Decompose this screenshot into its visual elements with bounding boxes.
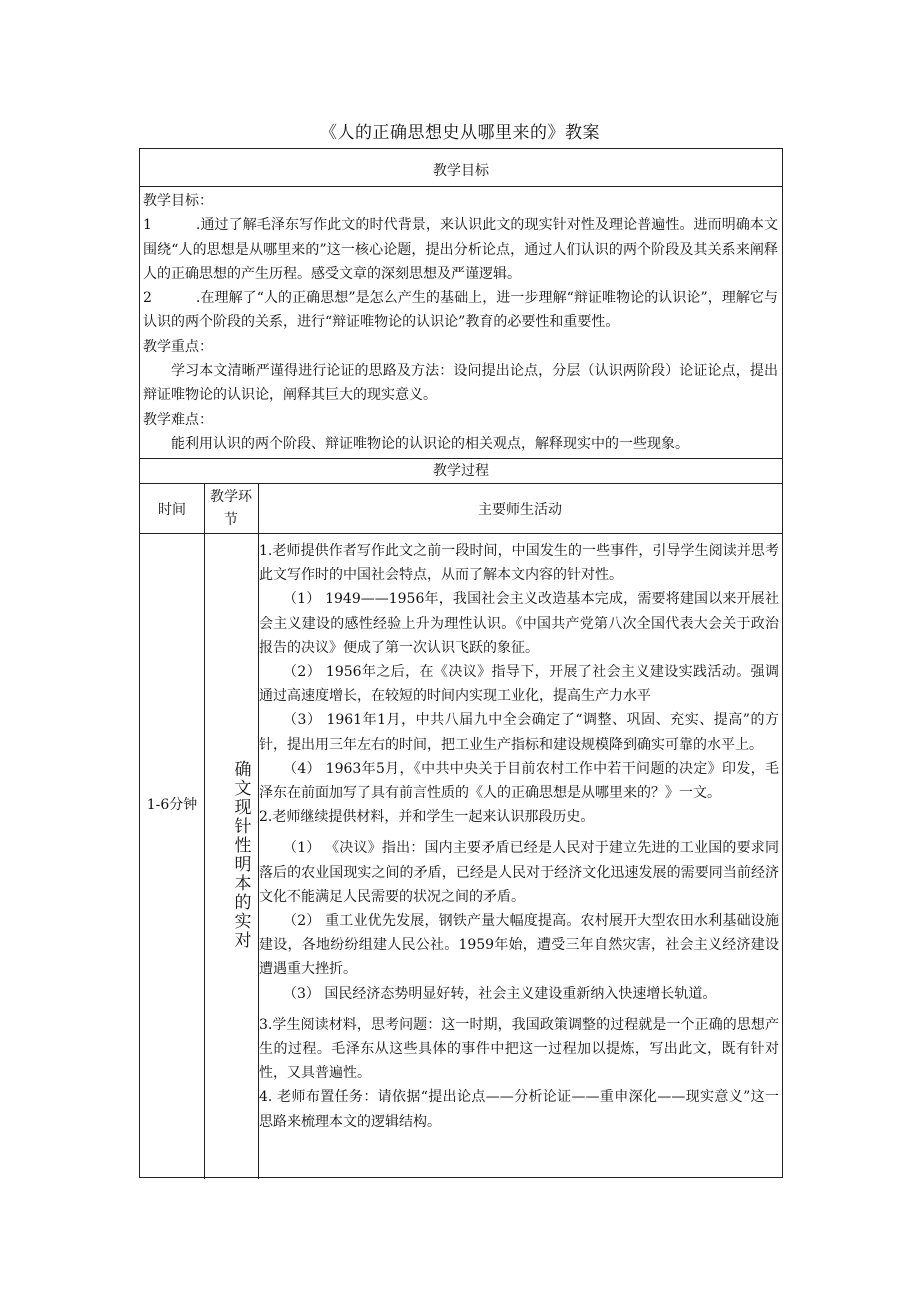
activity-item: 2.老师继续提供材料，并和学生一起来认识那段历史。 (259, 809, 595, 826)
process-section-header: 教学过程 (433, 463, 489, 479)
goal-1-number: 1 (143, 217, 152, 234)
column-header-time: 时间 (158, 502, 186, 518)
goals-label: 教学目标： (143, 193, 213, 209)
time-cell: 1-6分钟 (146, 797, 198, 813)
activity-item: 3.学生阅读材料，思考问题：这一时期，我国政策调整的过程就是一个正确的思想产生的过程。毛泽东从这些具体的事件中把这一过程加以提炼，写出此文，既有针对性，又具普遍性。 (259, 1016, 779, 1082)
activity-cell (259, 539, 779, 1179)
divider (140, 458, 782, 459)
column-header-activity: 主要师生活动 (478, 502, 562, 518)
goals-block (143, 189, 778, 456)
column-divider (204, 483, 205, 1179)
key-points-label: 教学重点： (143, 338, 213, 355)
activity-item: 4. 老师布置任务：请依据“提出论点——分析论证——重申深化——现实意义”这一思路来梳理本文的逻辑结构。 (259, 1089, 779, 1130)
difficulty-text: 能利用认识的两个阶段、辩证唯物论的认识论的相关观点，解释现实中的一些现象。 (171, 435, 689, 452)
document-title: 《人的正确思想史从哪里来的》教案 (320, 123, 600, 143)
divider (140, 186, 782, 187)
key-points-text: 学习本文清晰严谨得进行论证的思路及方法：设问提出论点，分层（认识两阶段）论证论点，提出辩证唯物论的认识论，阐释其巨大的现实意义。 (143, 363, 778, 404)
goal-2-number: 2 (143, 290, 152, 307)
lesson-plan-table (139, 148, 783, 1178)
goal-1 (143, 213, 778, 286)
difficulty-label: 教学难点： (143, 411, 213, 428)
activity-item: （2） 重工业优先发展，钢铁产量大幅度提高。农村展开大型农田水利基础设施建设，各地纷纷组建人民公社。1959年始，遭受三年自然灾害，社会主义经济建设遭遇重大挫折。 (259, 913, 779, 978)
goal-2-text: .在理解了“人的正确思想”是怎么产生的基础上，进一步理解“辩证唯物论的认识论”，理解它与认识的两个阶段的关系，进行“辩证唯物论的认识论”教育的必要性和重要性。 (143, 290, 778, 331)
goal-2 (143, 286, 778, 335)
goal-1-text: .通过了解毛泽东写作此文的时代背景，来认识此文的现实针对性及理论普遍性。进而明确本文围绕“人的思想是从哪里来的”这一核心论题，提出分析论点，通过人们认识的两个阶段及其关系来阐释人的正确思想的产生历程。感受文章的深刻思想及严谨逻辑。 (143, 217, 778, 282)
divider (140, 533, 782, 534)
activity-item: （1） 1949——1956年，我国社会主义改造基本完成，需要将建国以来开展社会主义建设的感性经验上升为理性认识。《中国共产党第八次全国代表大会关于政治报告的决议》便成了第一次认识飞跃的象征。 (259, 591, 779, 656)
activity-item: （3） 1961年1月，中共八届九中全会确定了“调整、巩固、充实、提高”的方针，提出用三年左右的时间，把工业生产指标和建设规模降到确实可靠的水平上。 (259, 712, 779, 753)
stage-cell: 确文现针性明本的实对 (234, 760, 252, 951)
activity-item: 1.老师提供作者写作此文之前一段时间，中国发生的一些事件，引导学生阅读并思考此文写作时的中国社会特点，从而了解本文内容的针对性。 (259, 543, 779, 584)
activity-item: （4） 1963年5月，《中共中央关于目前农村工作中若干问题的决定》印发，毛泽东在前面加写了具有前言性质的《人的正确思想是从哪里来的？》一文。 (259, 760, 779, 802)
column-header-stage: 教学环节 (210, 489, 252, 528)
divider (140, 483, 782, 484)
activity-item: （1） 《决议》指出：国内主要矛盾已经是人民对于建立先进的工业国的要求同落后的农业国现实之间的矛盾，已经是人民对于经济文化迅速发展的需要同当前经济文化不能满足人民需要的状况之间的矛盾。 (259, 840, 779, 905)
activity-item: （3） 国民经济态势明显好转，社会主义建设重新纳入快速增长轨道。 (283, 985, 717, 1002)
goals-section-header: 教学目标 (433, 163, 489, 179)
activity-item: （2） 1956年之后，在《决议》指导下，开展了社会主义建设实践活动。强调通过高速度增长，在较短的时间内实现工业化，提高生产力水平 (259, 664, 779, 705)
